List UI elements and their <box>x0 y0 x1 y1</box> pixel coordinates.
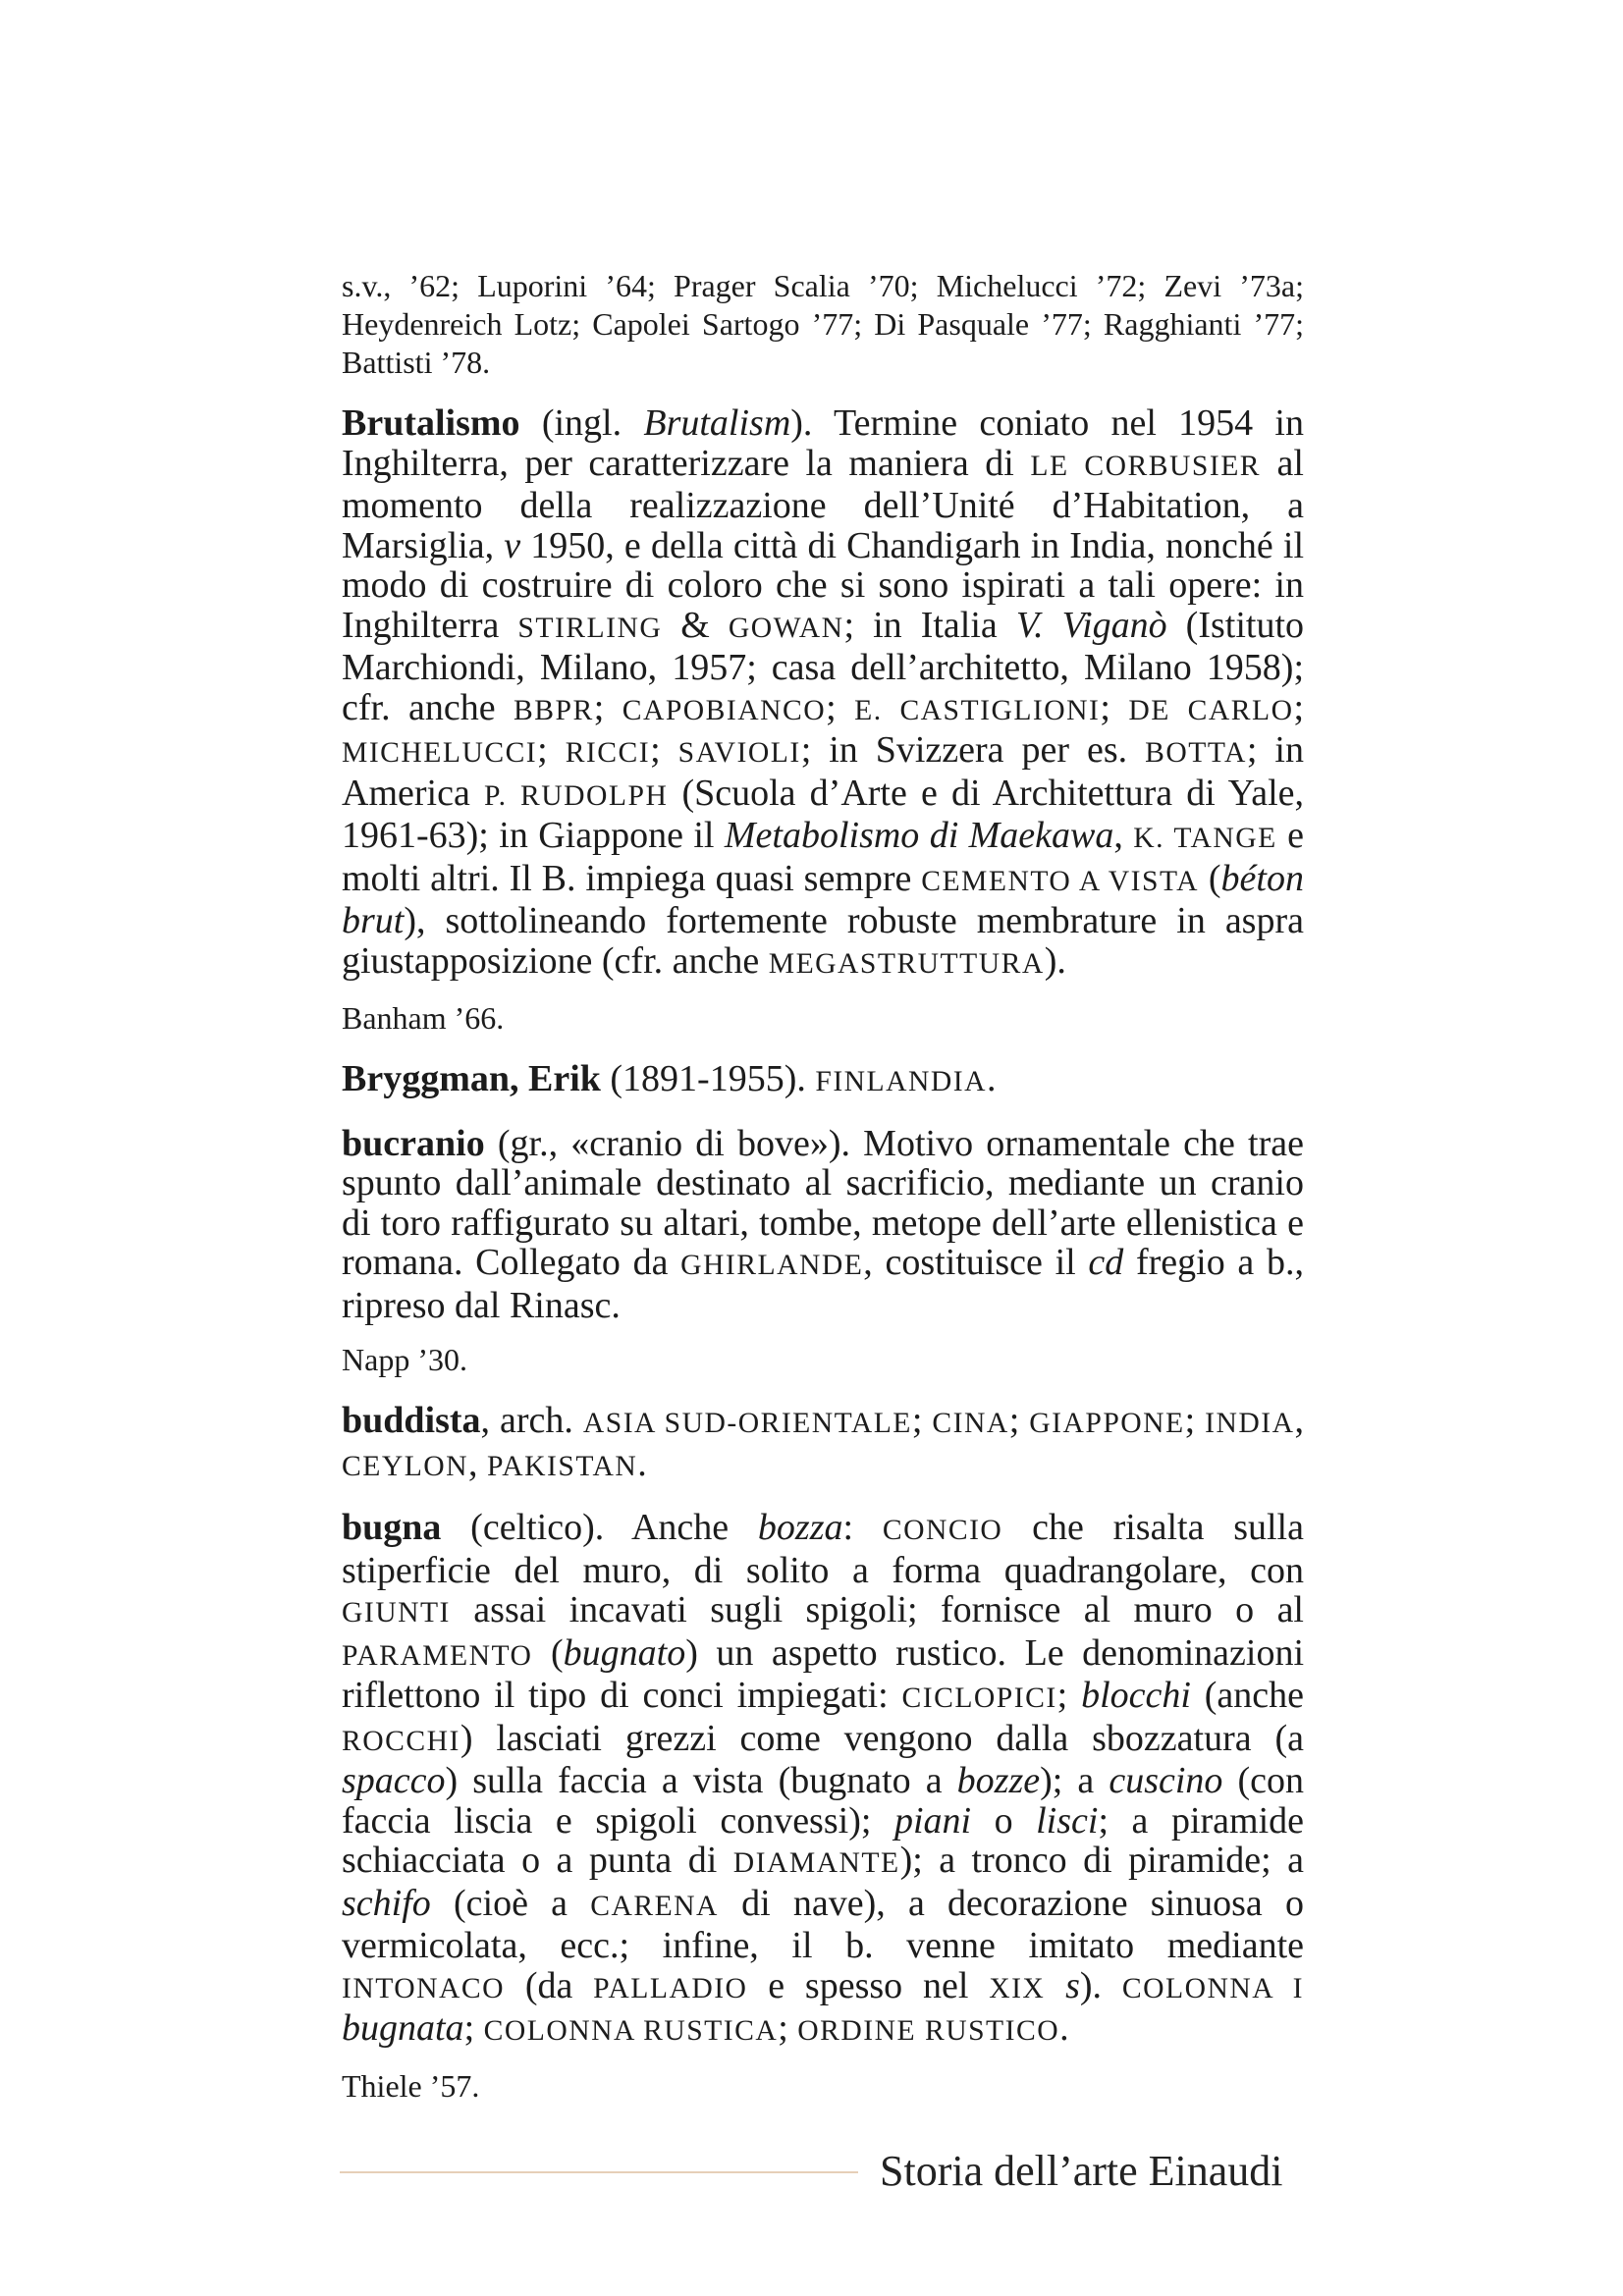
cross-reference: CINA <box>932 1408 1009 1439</box>
cross-reference: K. TANGE <box>1133 823 1277 854</box>
entry-text: & <box>662 604 729 646</box>
cross-reference: E. CASTIGLIONI <box>854 694 1101 726</box>
entry-text: , <box>1294 1400 1304 1441</box>
cross-reference: FINLANDIA <box>815 1066 987 1097</box>
entry-italic: Metabolismo di Maekawa <box>724 815 1114 856</box>
entry-text: ). <box>1044 939 1066 982</box>
entry-text: ), sottolineando fortemente robuste membrature in aspra giustapposizione (cfr. anche <box>342 900 1304 982</box>
entry-text: (Istituto Marchiondi, Milano, 1957; casa dell’architetto, Milano 1958); cfr. anche <box>342 604 1305 728</box>
intro-bibliography: s.v., ’62; Luporini ’64; Prager Scalia ’70; Michelucci ’72; Zevi ’73a; Heydenreich Lotz; Capolei Sartogo ’77; Di Pasquale ’77; Ragghianti ’77; Battisti ’78. <box>342 268 1304 380</box>
entry-text: (ingl. <box>519 402 644 444</box>
entry-text: ; <box>1100 686 1129 728</box>
entry-text: e molti altri. Il B. impiega quasi sempre <box>342 815 1304 899</box>
entry-italic: bozze <box>956 1760 1041 1801</box>
entry-italic: schifo <box>342 1882 431 1924</box>
entry-brutalismo <box>342 403 1304 984</box>
entry-text: ; <box>463 2007 484 2049</box>
entry-text: ). <box>1079 1964 1122 2006</box>
entry-text: ; in Svizzera per es. <box>800 729 1146 771</box>
entry-text: ; <box>826 686 855 728</box>
cross-reference: CEMENTO A VISTA <box>921 865 1200 897</box>
entry-text: fregio a b., ripreso dal Rinasc. <box>342 1242 1304 1326</box>
entry-italic: bugnata <box>342 2007 464 2049</box>
cross-reference: COLONNA I <box>1121 1972 1304 2004</box>
entry-text: , <box>468 1442 488 1484</box>
entry-bryggman <box>342 1059 1304 1102</box>
cross-reference: MICHELUCCI <box>342 737 538 769</box>
entry-text: ); a tronco di piramide; a <box>899 1840 1304 1881</box>
entry-italic: v <box>504 524 521 566</box>
cross-reference: RICCI <box>565 737 651 769</box>
entry-text: ; <box>650 729 678 771</box>
entry-bibliography: Napp ’30. <box>342 1342 467 1377</box>
entry-text: ; a piramide schiacciata o a punta di <box>342 1799 1304 1881</box>
cross-reference: CONCIO <box>882 1515 1003 1546</box>
entry-text: ) sulla faccia a vista (bugnato a <box>445 1760 957 1801</box>
entry-text: (con faccia liscia e spigoli convessi); <box>342 1760 1305 1842</box>
cross-reference: COLONNA RUSTICA <box>483 2015 779 2047</box>
cross-reference: PAKISTAN <box>487 1450 638 1482</box>
entry-text: ); a <box>1040 1760 1109 1801</box>
entry-text: , arch. <box>480 1400 583 1441</box>
entry-text: : <box>842 1507 883 1548</box>
entry-text <box>1045 1965 1065 2006</box>
cross-reference: GHIRLANDE <box>680 1250 864 1281</box>
entry-text: ; in America <box>342 729 1304 814</box>
cross-reference: ORDINE RUSTICO <box>797 2015 1060 2047</box>
cross-reference: ROCCHI <box>342 1725 460 1757</box>
cross-reference: CEYLON <box>342 1450 469 1482</box>
entry-text: (1891-1955). <box>600 1058 816 1099</box>
cross-reference: CAPOBIANCO <box>622 694 827 726</box>
footer-publisher: Storia dell’arte Einaudi <box>880 2147 1283 2195</box>
entry-text: , costituisce il <box>863 1242 1089 1283</box>
cross-reference: GIAPPONE <box>1029 1408 1185 1439</box>
entry-italic: béton brut <box>342 857 1304 941</box>
entry-italic: spacco <box>342 1760 446 1801</box>
entry-text: ; <box>593 686 622 728</box>
entry-text: . <box>987 1058 997 1099</box>
cross-reference: STIRLING <box>517 612 663 644</box>
entry-text: (cioè a <box>430 1882 591 1924</box>
entry-head: Brutalismo <box>342 402 520 444</box>
entry-text: ). Termine coniato nel 1954 in Inghilterra, per caratterizzare la maniera di <box>342 402 1304 484</box>
cross-reference: LE CORBUSIER <box>1030 450 1262 482</box>
entry-text: ; <box>537 729 566 771</box>
cross-reference: PALLADIO <box>593 1972 748 2004</box>
entry-text: assai incavati sugli spigoli; fornisce al muro o al <box>450 1589 1304 1630</box>
entry-text: ; <box>911 1400 933 1441</box>
entry-text: (gr., «cranio di bove»). Motivo ornamentale che trae spunto dall’animale destinato al sacrificio, mediante un cranio di toro raffigurato su altari, tombe, metope dell’arte ellenistica e romana. Collegato da <box>342 1122 1304 1283</box>
entry-text: che risalta sulla stiperficie del muro, di solito a forma quadrangolare, con <box>342 1507 1304 1591</box>
cross-reference: GOWAN <box>728 612 844 644</box>
entry-bugna <box>342 1508 1304 2052</box>
entry-text: (da <box>505 1964 594 2006</box>
cross-reference: MEGASTRUTTURA <box>768 947 1045 980</box>
entry-bucranio <box>342 1124 1304 1326</box>
entry-head: bucranio <box>342 1122 485 1164</box>
entry-text: (Scuola d’Arte e di Architettura di Yale, 1961-63); in Giappone il <box>342 772 1305 856</box>
entry-text: , <box>1113 815 1134 856</box>
cross-reference: CICLOPICI <box>901 1682 1057 1714</box>
cross-reference: BOTTA <box>1145 737 1247 769</box>
entry-italic: Brutalism <box>643 402 791 444</box>
cross-reference: PARAMENTO <box>342 1639 533 1672</box>
entry-text: ; in Italia <box>843 604 1016 646</box>
cross-reference: ASIA SUD-ORIENTALE <box>582 1408 912 1439</box>
entry-text: ( <box>532 1631 564 1674</box>
footer-rule <box>340 2171 858 2173</box>
entry-buddista <box>342 1401 1304 1486</box>
entry-italic: s <box>1065 1964 1080 2006</box>
entry-text: (anche <box>1190 1675 1304 1716</box>
entry-text: ( <box>1199 857 1221 899</box>
entry-head: bugna <box>342 1507 442 1548</box>
entry-italic: piani <box>893 1799 972 1842</box>
entry-text: ) un aspetto rustico. Le denominazioni riflettono il tipo di conci impiegati: <box>342 1631 1305 1716</box>
entry-text: ; <box>1184 1400 1206 1441</box>
entry-text: di nave), a decorazione sinuosa o vermicolata, ecc.; infine, il b. venne imitato mediante <box>342 1882 1305 1966</box>
cross-reference: GIUNTI <box>342 1597 451 1629</box>
entry-text: e spesso nel <box>747 1964 990 2006</box>
entry-italic: cuscino <box>1109 1760 1223 1801</box>
cross-reference: BBPR <box>514 694 594 726</box>
cross-reference: DE CARLO <box>1128 694 1294 726</box>
entry-text: ) lasciati grezzi come vengono dalla sbozzatura (a <box>460 1717 1304 1759</box>
entry-text: . <box>637 1442 647 1484</box>
entry-text: ; <box>1008 1400 1030 1441</box>
entry-text: ; <box>1293 686 1305 728</box>
cross-reference: XIX <box>989 1972 1046 2004</box>
entry-head: buddista <box>342 1400 481 1441</box>
entry-italic: V. Viganò <box>1015 604 1167 646</box>
entry-text: ; <box>1056 1675 1082 1716</box>
cross-reference: P. RUDOLPH <box>483 779 669 812</box>
entry-italic: bugnato <box>563 1631 686 1674</box>
entry-italic: bozza <box>757 1507 843 1548</box>
entry-head: Bryggman, Erik <box>342 1058 601 1099</box>
cross-reference: CARENA <box>590 1890 719 1922</box>
cross-reference: SAVIOLI <box>677 737 801 769</box>
entry-text: o <box>971 1799 1037 1842</box>
entry-italic: lisci <box>1036 1799 1099 1842</box>
entry-text: (celtico). Anche <box>441 1507 758 1548</box>
entry-bibliography: Banham ’66. <box>342 1000 505 1036</box>
cross-reference: DIAMANTE <box>732 1847 900 1879</box>
cross-reference: INTONACO <box>342 1972 506 2004</box>
entry-italic: cd <box>1088 1242 1124 1283</box>
entry-text: 1950, e della città di Chandigarh in India, nonché il modo di costruire di coloro che si sono ispirati a tali opere: in Inghilterra <box>342 524 1304 646</box>
entry-text: . <box>1059 2007 1069 2049</box>
entry-bibliography: Thiele ’57. <box>342 2067 480 2104</box>
entry-text: ; <box>778 2007 798 2049</box>
entry-italic: blocchi <box>1081 1675 1191 1716</box>
entry-text: al momento della realizzazione dell’Unité d’Habitation, a Marsiglia, <box>342 442 1304 566</box>
cross-reference: INDIA <box>1205 1408 1295 1439</box>
page-content <box>342 267 1304 2106</box>
